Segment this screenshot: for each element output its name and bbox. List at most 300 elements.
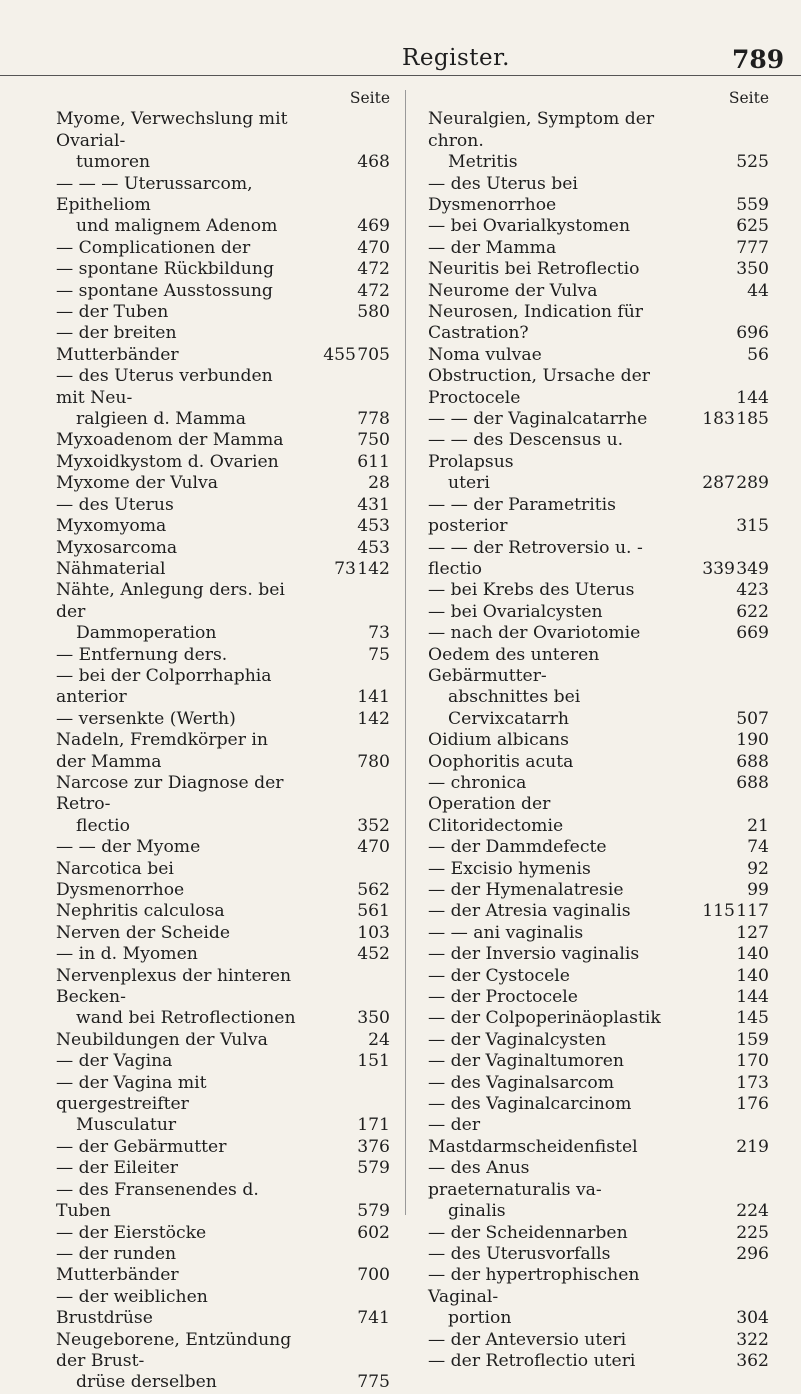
entry-page-refs (735, 730, 769, 751)
entry-term: — der Eierstöcke (56, 1222, 207, 1243)
page-ref: 705 (357, 344, 390, 365)
page-ref: 144 (736, 387, 769, 408)
index-entry (56, 773, 390, 837)
entry-term-continuation: Musculatur (76, 1115, 177, 1136)
index-entry (56, 430, 390, 451)
page-ref: 741 (357, 1308, 390, 1329)
entry-term: Nephritis calculosa (56, 901, 225, 922)
index-entry (428, 281, 769, 302)
index-entry (56, 1030, 390, 1051)
page-ref: 350 (357, 1008, 390, 1029)
page-ref: 142 (357, 558, 390, 579)
entry-page-refs (322, 345, 390, 366)
entry-term-continuation: Metritis (448, 152, 518, 173)
page-ref: 525 (736, 152, 769, 173)
index-entry (428, 174, 769, 217)
entry-term: — der runden Mutterbänder (56, 1243, 179, 1286)
page-ref: 73 (334, 558, 356, 579)
index-column-right (428, 88, 769, 1372)
page-ref: 190 (736, 730, 769, 751)
page-ref: 696 (736, 323, 769, 344)
entry-term: Narcotica bei Dysmenorrhoe (56, 858, 185, 901)
page-ref: 700 (357, 1265, 390, 1286)
entry-term: — der Proctocele (428, 987, 578, 1008)
entry-page-refs (735, 216, 769, 237)
entry-term: — bei der Colporrhaphia anterior (56, 665, 272, 708)
column-divider (405, 90, 406, 1215)
page-ref: 688 (736, 751, 769, 772)
index-entry (428, 1265, 769, 1329)
page-ref: 44 (747, 280, 769, 301)
entry-term: Neurome der Vulva (428, 280, 598, 301)
entry-term: — der Gebärmutter (56, 1136, 227, 1157)
index-entry (56, 1330, 390, 1394)
page-ref: 173 (736, 1072, 769, 1093)
entry-term: Nadeln, Fremdkörper in der Mamma (56, 730, 268, 772)
entry-page-refs (735, 323, 769, 344)
entry-page-refs (356, 238, 390, 259)
entry-term: — — der Retroversio u. -flectio (428, 537, 643, 579)
entry-page-refs (356, 430, 390, 451)
entry-page-refs (356, 1308, 390, 1329)
entry-page-refs (356, 837, 390, 858)
page-ref: 103 (357, 922, 390, 943)
index-entry (56, 1158, 390, 1179)
entry-term: — der Mastdarmscheidenfistel (428, 1115, 638, 1157)
entry-term: Nerven der Scheide (56, 922, 231, 943)
index-entry (428, 1073, 769, 1094)
entry-term-continuation: uteri (448, 473, 490, 494)
entry-term-continuation: Dammoperation (76, 623, 217, 644)
entry-page-refs (735, 516, 769, 537)
index-entry (56, 323, 390, 366)
index-entry (428, 645, 769, 731)
entry-page-refs (356, 1137, 390, 1158)
entry-term: — der Tuben (56, 302, 169, 323)
entry-page-refs (735, 602, 769, 623)
entry-page-refs (735, 281, 769, 302)
page-ref: 453 (357, 537, 390, 558)
entry-term: — der Vaginalcysten (428, 1029, 607, 1050)
page-ref: 470 (357, 237, 390, 258)
page-ref: 780 (357, 751, 390, 772)
entry-page-refs (735, 345, 769, 366)
index-entry (56, 174, 390, 238)
index-entry (428, 1244, 769, 1265)
entry-page-refs (735, 259, 769, 280)
entry-term: Neuralgien, Symptom der chron. (428, 109, 655, 151)
entry-term: Nähmaterial (56, 558, 166, 579)
entry-page-refs (735, 1030, 769, 1051)
index-entry (56, 559, 390, 580)
page-ref: 170 (736, 1051, 769, 1072)
page-ref: 145 (736, 1008, 769, 1029)
entry-page-refs (735, 1201, 769, 1222)
entry-term: Neurosen, Indication für Castration? (428, 302, 643, 344)
index-entry (428, 987, 769, 1008)
index-entry (56, 645, 390, 666)
entry-term: — bei Krebs des Uterus (428, 580, 635, 601)
index-entry (56, 238, 390, 259)
page-ref: 171 (357, 1115, 390, 1136)
index-entry (428, 794, 769, 837)
page-ref: 470 (357, 837, 390, 858)
entry-page-refs (735, 1308, 769, 1329)
page-ref: 431 (357, 494, 390, 515)
page-ref: 127 (736, 922, 769, 943)
index-entry (56, 1287, 390, 1330)
entry-term: — des Vaginalsarcom (428, 1072, 615, 1093)
page-number: 789 (732, 45, 785, 74)
index-entry (428, 837, 769, 858)
page-ref: 750 (357, 430, 390, 451)
page-ref: 625 (736, 216, 769, 237)
index-entry (428, 1094, 769, 1115)
index-entry (56, 709, 390, 730)
entry-page-refs (356, 709, 390, 730)
index-entry (428, 623, 769, 644)
page-ref: 28 (368, 473, 390, 494)
entry-term: — der Vaginaltumoren (428, 1051, 624, 1072)
header-title: Register. (402, 45, 510, 71)
entry-page-refs (701, 473, 769, 494)
index-entry (56, 859, 390, 902)
entry-page-refs (735, 816, 769, 837)
index-entry (428, 1051, 769, 1072)
entry-page-refs (735, 1351, 769, 1372)
index-entry (56, 730, 390, 773)
page-ref: 507 (736, 708, 769, 729)
index-entry (428, 1351, 769, 1372)
index-entry (56, 366, 390, 430)
entry-page-refs (735, 752, 769, 773)
entry-term: Myxoadenom der Mamma (56, 430, 284, 451)
entry-page-refs (735, 944, 769, 965)
entry-term: Myxomyoma (56, 516, 167, 537)
entry-page-refs (735, 1137, 769, 1158)
index-entry (428, 580, 769, 601)
page-ref: 559 (736, 195, 769, 216)
index-entry (56, 516, 390, 537)
index-entry (56, 495, 390, 516)
page-ref: 151 (357, 1051, 390, 1072)
entry-page-refs (735, 966, 769, 987)
page-ref: 115 (702, 901, 735, 922)
page-ref: 140 (736, 944, 769, 965)
entry-term: — der weiblichen Brustdrüse (56, 1286, 208, 1329)
page-ref: 225 (736, 1222, 769, 1243)
entry-page-refs (356, 944, 390, 965)
index-entry (56, 1180, 390, 1223)
index-entry (56, 538, 390, 559)
index-entry (428, 1115, 769, 1158)
entry-page-refs (356, 1372, 390, 1393)
page-ref: 74 (747, 837, 769, 858)
page-ref: 455 (323, 344, 356, 365)
index-entry (428, 1030, 769, 1051)
entry-term: Nervenplexus der hinteren Becken- (56, 965, 292, 1008)
index-entry (428, 730, 769, 751)
entry-page-refs (356, 901, 390, 922)
page-ref: 423 (736, 580, 769, 601)
seite-label: Seite (349, 89, 390, 107)
index-entry (56, 452, 390, 473)
entry-term-continuation: ginalis (448, 1201, 506, 1222)
entry-term: — der Mamma (428, 237, 557, 258)
page-ref: 561 (357, 901, 390, 922)
page-ref: 580 (357, 302, 390, 323)
entry-term: — — der Parametritis posterior (428, 494, 616, 537)
page-ref: 289 (736, 473, 769, 494)
entry-page-refs (735, 1008, 769, 1029)
page-ref: 176 (736, 1094, 769, 1115)
entry-term: Oedem des unteren Gebärmutter- (428, 644, 600, 686)
page-ref: 452 (357, 944, 390, 965)
entry-term: — des Uterusvorfalls (428, 1243, 611, 1264)
entry-page-refs (356, 1030, 390, 1051)
entry-term: — chronica (428, 772, 527, 793)
page-ref: 322 (736, 1329, 769, 1350)
entry-page-refs (356, 1115, 390, 1136)
page-ref: 669 (736, 623, 769, 644)
page-ref: 579 (357, 1201, 390, 1222)
entry-term-continuation: wand bei Retroflectionen (76, 1008, 296, 1029)
entry-term: — des Fransenendes d. Tuben (56, 1179, 259, 1222)
entry-term-continuation: und malignem Adenom (76, 216, 278, 237)
index-entry (428, 216, 769, 237)
entry-page-refs (356, 923, 390, 944)
index-entry (428, 880, 769, 901)
entry-page-refs (735, 923, 769, 944)
index-entry (56, 580, 390, 644)
entry-term: — der Atresia vaginalis (428, 901, 631, 922)
entry-term: — des Uterus bei Dysmenorrhoe (428, 173, 578, 216)
entry-page-refs (356, 752, 390, 773)
entry-page-refs (356, 452, 390, 473)
entry-term: — der hypertrophischen Vaginal- (428, 1265, 640, 1307)
entry-page-refs (735, 1330, 769, 1351)
index-entry (56, 901, 390, 922)
entry-page-refs (356, 645, 390, 666)
index-entry (428, 602, 769, 623)
entry-term: Narcose zur Diagnose der Retro- (56, 772, 284, 815)
entry-page-refs (735, 987, 769, 1008)
index-entry (428, 773, 769, 794)
entry-term-continuation: ralgieen d. Mamma (76, 409, 246, 430)
page-ref: 611 (357, 451, 390, 472)
entry-term: Neugeborene, Entzündung der Brust- (56, 1329, 292, 1371)
entry-term: — Entfernung ders. (56, 644, 228, 665)
index-entry (56, 1223, 390, 1244)
entry-term-continuation: portion (448, 1308, 512, 1329)
index-entry (428, 944, 769, 965)
entry-page-refs (356, 880, 390, 901)
entry-term: — spontane Ausstossung (56, 280, 273, 301)
entry-term-continuation: flectio (76, 815, 131, 836)
page-ref: 21 (747, 815, 769, 836)
entry-term-continuation: tumoren (76, 152, 151, 173)
page-ref: 304 (736, 1308, 769, 1329)
entry-page-refs (356, 816, 390, 837)
entry-page-refs (735, 152, 769, 173)
index-entry (428, 495, 769, 538)
page-header (0, 45, 801, 85)
entry-term: — der Scheidennarben (428, 1222, 628, 1243)
entry-page-refs (356, 687, 390, 708)
index-entry (56, 1073, 390, 1137)
page-ref: 99 (747, 880, 769, 901)
index-entry (56, 944, 390, 965)
page-ref: 141 (357, 687, 390, 708)
entry-term: Noma vulvae (428, 344, 542, 365)
entry-term: Myxoidkystom d. Ovarien (56, 451, 279, 472)
entry-term: — der breiten Mutterbänder (56, 323, 179, 365)
entry-term: — der Eileiter (56, 1158, 179, 1179)
page-ref: 453 (357, 516, 390, 537)
page-ref: 140 (736, 965, 769, 986)
entry-term: — der Retroflectio uteri (428, 1350, 636, 1371)
entry-term: — in d. Myomen (56, 944, 198, 965)
index-entry (56, 1244, 390, 1287)
index-entry (428, 923, 769, 944)
index-entry (428, 409, 769, 430)
entry-page-refs (735, 1094, 769, 1115)
page-ref: 56 (747, 344, 769, 365)
entry-term: — der Anteversio uteri (428, 1329, 627, 1350)
entry-term: — des Vaginalcarcinom (428, 1094, 632, 1115)
entry-term: — bei Ovarialcysten (428, 601, 603, 622)
entry-page-refs (701, 409, 769, 430)
page-ref: 144 (736, 987, 769, 1008)
entry-page-refs (356, 152, 390, 173)
index-entry (56, 473, 390, 494)
entry-page-refs (735, 837, 769, 858)
page-ref: 296 (736, 1243, 769, 1264)
index-entry (56, 923, 390, 944)
entry-term: — — — Uterussarcom, Epitheliom (56, 173, 253, 216)
entry-page-refs (356, 1158, 390, 1179)
entry-term: — — ani vaginalis (428, 922, 584, 943)
page-ref: 287 (702, 473, 735, 494)
entry-term: — der Colpoperinäoplastik (428, 1008, 661, 1029)
page-ref: 315 (736, 516, 769, 537)
page-ref: 349 (736, 558, 769, 579)
page-ref: 622 (736, 601, 769, 622)
entry-term: — versenkte (Werth) (56, 708, 236, 729)
entry-page-refs (735, 238, 769, 259)
entry-term: — Excisio hymenis (428, 858, 591, 879)
index-entry (56, 109, 390, 173)
entry-page-refs (735, 195, 769, 216)
page-ref: 472 (357, 280, 390, 301)
page-ref: 24 (368, 1029, 390, 1050)
index-entry (56, 302, 390, 323)
page-ref: 183 (702, 409, 735, 430)
entry-term: — nach der Ovariotomie (428, 623, 641, 644)
entry-page-refs (735, 1051, 769, 1072)
index-entry (428, 1158, 769, 1222)
index-entry (428, 752, 769, 773)
page-ref: 92 (747, 858, 769, 879)
entry-term: — des Uterus (56, 494, 174, 515)
index-entry (56, 1137, 390, 1158)
page-ref: 472 (357, 259, 390, 280)
entry-page-refs (356, 473, 390, 494)
page-ref: 775 (357, 1372, 390, 1393)
page-ref: 350 (736, 259, 769, 280)
entry-term: — — der Vaginalcatarrhe (428, 409, 648, 430)
entry-page-refs (356, 495, 390, 516)
index-entry (428, 345, 769, 366)
index-entry (428, 1223, 769, 1244)
page-ref: 339 (702, 558, 735, 579)
entry-page-refs (735, 623, 769, 644)
entry-term: Neubildungen der Vulva (56, 1029, 268, 1050)
index-entry (428, 966, 769, 987)
index-entry (428, 302, 769, 345)
entry-term: — des Anus praeternaturalis va- (428, 1158, 602, 1200)
entry-page-refs (735, 709, 769, 730)
index-entry (56, 1051, 390, 1072)
index-entry (428, 109, 769, 173)
entry-page-refs (356, 1201, 390, 1222)
header-rule (0, 75, 801, 76)
page-ref: 219 (736, 1136, 769, 1157)
page-ref: 778 (357, 409, 390, 430)
entry-term: Myxome der Vulva (56, 473, 218, 494)
entry-page-refs (356, 302, 390, 323)
index-entry (56, 259, 390, 280)
entry-term: — des Uterus verbunden mit Neu- (56, 366, 273, 408)
entry-term: Oophoritis acuta (428, 751, 574, 772)
page-ref: 352 (357, 815, 390, 836)
page-ref: 562 (357, 880, 390, 901)
page-ref: 362 (736, 1350, 769, 1371)
page-ref: 469 (357, 216, 390, 237)
entry-term: Nähte, Anlegung ders. bei der (56, 580, 285, 622)
entry-term: Myxosarcoma (56, 537, 178, 558)
index-entry (428, 259, 769, 280)
index-entry (428, 901, 769, 922)
index-column-left (56, 88, 390, 1394)
entry-term: Obstruction, Ursache der Proctocele (428, 366, 650, 408)
entry-page-refs (356, 1008, 390, 1029)
entry-page-refs (735, 880, 769, 901)
entry-page-refs (735, 1223, 769, 1244)
entry-term: — der Dammdefecte (428, 837, 607, 858)
page-ref: 468 (357, 152, 390, 173)
entry-page-refs (735, 1073, 769, 1094)
entry-term: — spontane Rückbildung (56, 259, 274, 280)
index-entry (56, 837, 390, 858)
entry-term: Myome, Verwechslung mit Ovarial- (56, 109, 288, 151)
entry-term: — der Vagina (56, 1051, 173, 1072)
page-ref: 579 (357, 1158, 390, 1179)
index-entry (428, 538, 769, 581)
entry-term: — der Inversio vaginalis (428, 944, 640, 965)
entry-page-refs (735, 1244, 769, 1265)
entry-term: — — der Myome (56, 837, 201, 858)
index-entry (56, 966, 390, 1030)
page-ref: 142 (357, 708, 390, 729)
page-ref: 117 (736, 901, 769, 922)
entry-term: Neuritis bei Retroflectio (428, 259, 640, 280)
entry-page-refs (356, 409, 390, 430)
entry-page-refs (735, 773, 769, 794)
entry-page-refs (701, 559, 769, 580)
index-entry (56, 281, 390, 302)
entry-term-continuation: abschnittes bei Cervixcatarrh (448, 687, 581, 729)
